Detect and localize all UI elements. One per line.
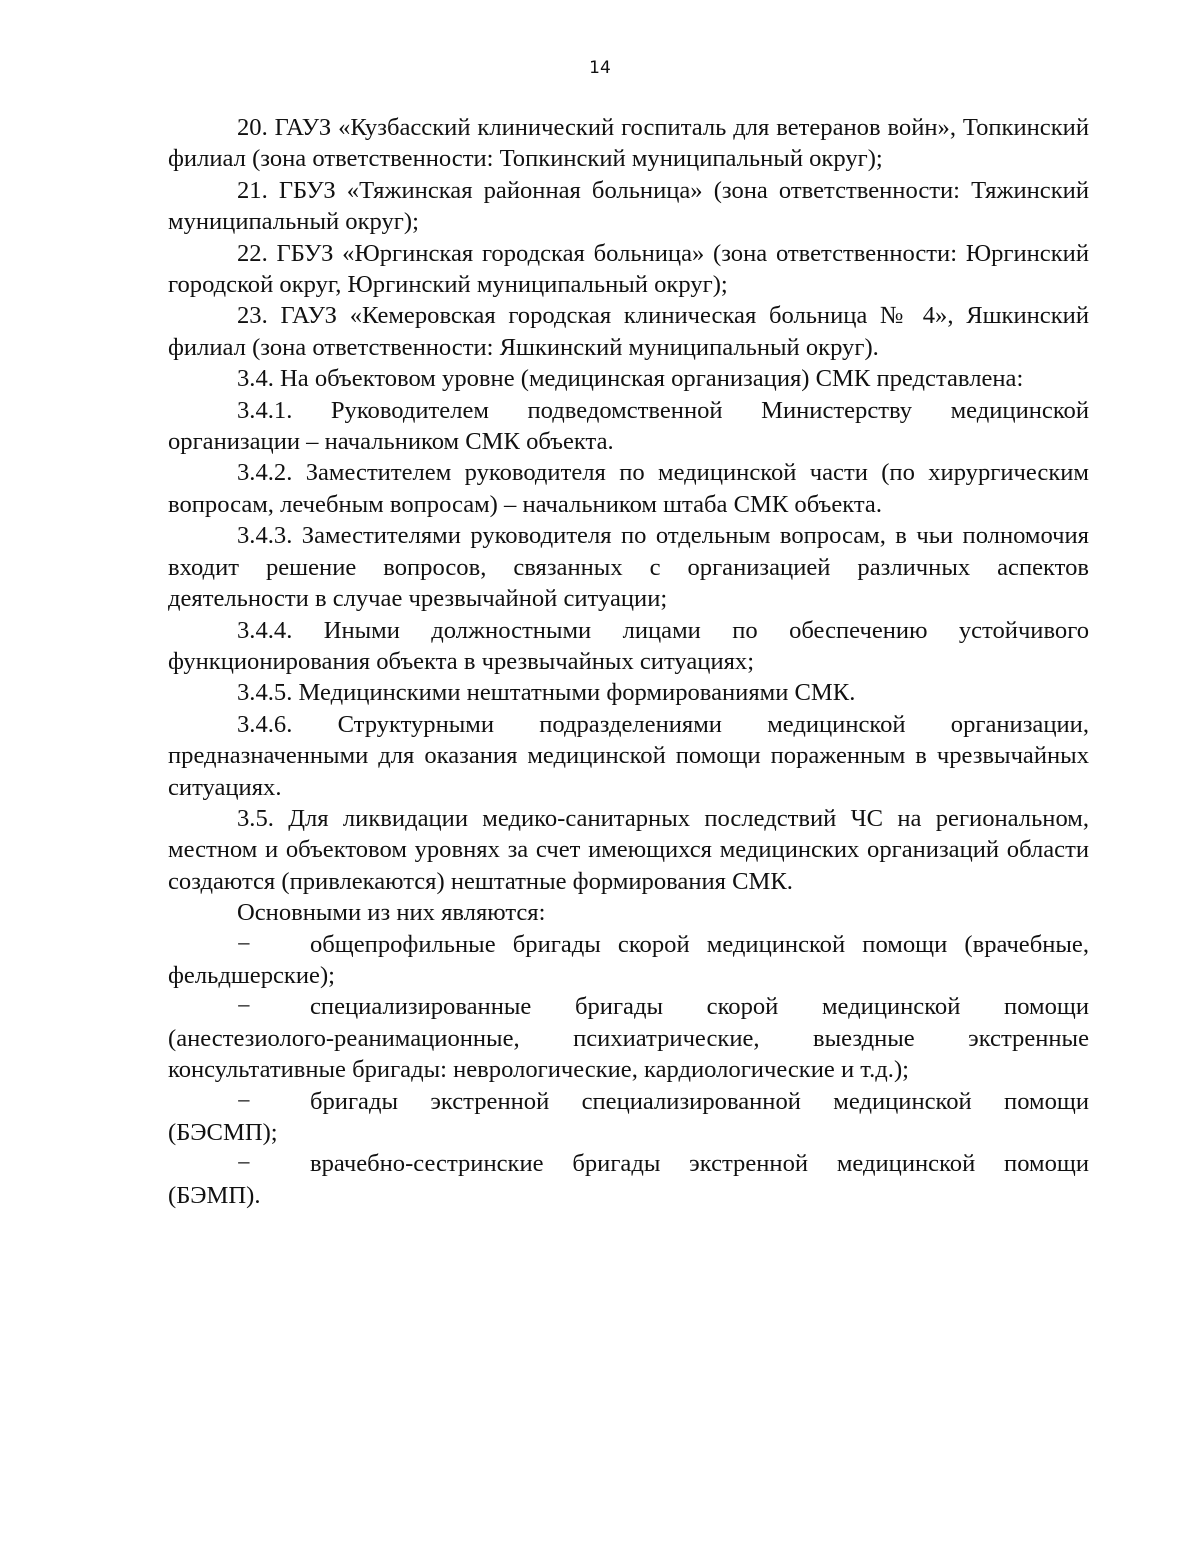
list-dash: − xyxy=(237,1087,251,1115)
document-body xyxy=(168,112,1089,1211)
paragraph-3-4-4: 3.4.4. Иными должностными лицами по обеспечению устойчивого функционирования объекта в чрезвычайных ситуациях; xyxy=(168,616,1089,675)
list-item xyxy=(168,991,1089,1085)
list-item xyxy=(168,929,1089,992)
paragraph-item-20: 20. ГАУЗ «Кузбасский клинический госпиталь для ветеранов войн», Топкинский филиал (зона ответственности: Топкинский муниципальный округ); xyxy=(168,114,1089,173)
paragraph-item-22: 22. ГБУЗ «Юргинская городская больница» (зона ответственности: Юргинский городской округ, Юргинский муниципальный округ); xyxy=(168,239,1089,299)
list-dash: − xyxy=(237,1150,251,1178)
list-item-text: общепрофильные бригады скорой медицинской помощи (врачебные, фельдшерские); xyxy=(168,930,1089,989)
page-number: 14 xyxy=(589,58,611,78)
paragraph-3-4-5: 3.4.5. Медицинскими нештатными формированиями СМК. xyxy=(237,679,856,707)
list-item xyxy=(168,1148,1089,1211)
paragraph-3-5: 3.5. Для ликвидации медико-санитарных последствий ЧС на региональном, местном и объектовом уровнях за счет имеющихся медицинских организаций области создаются (привлекаются) нештатные формирования СМК. xyxy=(168,804,1089,895)
paragraph-3-4-3: 3.4.3. Заместителями руководителя по отдельным вопросам, в чьи полномочия входит решение вопросов, связанных с организацией различных аспектов деятельности в случае чрезвычайной ситуации; xyxy=(168,522,1089,613)
list-dash: − xyxy=(237,930,251,958)
paragraph-3-4-1: 3.4.1. Руководителем подведомственной Министерству медицинской организации – начальником СМК объекта. xyxy=(168,396,1089,456)
paragraph-3-4-2: 3.4.2. Заместителем руководителя по медицинской части (по хирургическим вопросам, лечебным вопросам) – начальником штаба СМК объекта. xyxy=(168,459,1089,518)
paragraph-3-4-6: 3.4.6. Структурными подразделениями медицинской организации, предназначенными для оказания медицинской помощи пораженным в чрезвычайных ситуациях. xyxy=(168,710,1089,801)
list-item-text: врачебно-сестринские бригады экстренной медицинской помощи (БЭМП). xyxy=(168,1150,1089,1209)
paragraph-item-23: 23. ГАУЗ «Кемеровская городская клиническая больница № 4», Яшкинский филиал (зона ответственности: Яшкинский муниципальный округ). xyxy=(168,302,1089,361)
paragraph-list-intro: Основными из них являются: xyxy=(237,899,546,927)
list-item-text: специализированные бригады скорой медицинской помощи (анестезиолого-реанимационные, психиатрические, выездные экстренные консультативные бригады: неврологические, кардиологические и т.д.); xyxy=(168,993,1089,1084)
list-dash: − xyxy=(237,993,251,1021)
list-item xyxy=(168,1086,1089,1149)
paragraph-3-4: 3.4. На объектовом уровне (медицинская организация) СМК представлена: xyxy=(237,365,1024,393)
paragraph-item-21: 21. ГБУЗ «Тяжинская районная больница» (зона ответственности: Тяжинский муниципальный округ); xyxy=(168,176,1089,236)
list-item-text: бригады экстренной специализированной медицинской помощи (БЭСМП); xyxy=(168,1087,1089,1146)
